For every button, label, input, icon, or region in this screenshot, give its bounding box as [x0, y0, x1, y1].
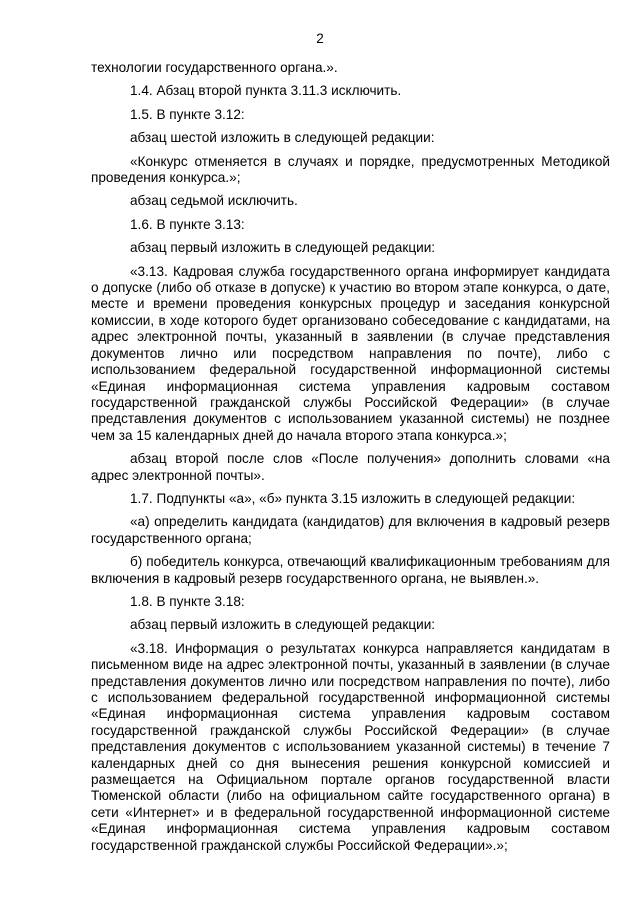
paragraph-instruction: абзац первый изложить в следующей редакции:	[130, 240, 436, 256]
paragraph-instruction: абзац седьмой исключить.	[130, 193, 298, 209]
paragraph-instruction: абзац первый изложить в следующей редакции:	[130, 617, 436, 633]
paragraph-item-1-8: 1.8. В пункте 3.18:	[130, 593, 245, 609]
paragraph-continuation: технологии государственного органа.».	[91, 60, 338, 75]
paragraph-quote: «а) определить кандидата (кандидатов) для включения в кадровый резерв государственного органа;	[91, 514, 610, 546]
paragraph-item-1-6: 1.6. В пункте 3.13:	[130, 216, 245, 232]
paragraph-item-1-4: 1.4. Абзац второй пункта 3.11.3 исключить.	[130, 83, 402, 99]
paragraph-item-1-7: 1.7. Подпункты «а», «б» пункта 3.15 изложить в следующей редакции:	[130, 490, 576, 506]
paragraph-quote: «3.13. Кадровая служба государственного органа информирует кандидата о допуске (либо об отказе в допуске) к участию во втором этапе конкурса, о дате, месте и времени проведения конкурсных процедур и заседания конкурсной комиссии, в ходе которого будет организовано собеседование с кандидатами, на адрес электронной почты, указанный в заявлении (в случае представления документов лично или посредством направления по почте), либо с использованием федеральной государственной информационной системы «Единая информационная система управления кадровым составом государственной гражданской службы Российской Федерации» (в случае представления документов с использованием указанной системы) не позднее чем за 15 календарных дней до начала второго этапа конкурса.»;	[91, 263, 610, 443]
document-body	[91, 60, 610, 861]
paragraph-quote: б) победитель конкурса, отвечающий квалификационным требованиям для включения в кадровый резерв государственного органа, не выявлен.».	[91, 554, 610, 586]
page-number: 2	[316, 31, 324, 46]
paragraph-quote: «Конкурс отменяется в случаях и порядке, предусмотренных Методикой проведения конкурса.»;	[91, 153, 610, 186]
paragraph-instruction: абзац шестой изложить в следующей редакции:	[130, 130, 435, 146]
paragraph-item-1-5: 1.5. В пункте 3.12:	[130, 106, 245, 122]
paragraph-quote: «3.18. Информация о результатах конкурса направляется кандидатам в письменном виде на адрес электронной почты, указанный в заявлении (в случае представления документов лично или посредством направления по почте), либо с использованием федеральной государственной информационной системы «Единая информационная система управления кадровым составом государственной гражданской службы Российской Федерации» (в случае представления документов с использованием указанной системы) в течение 7 календарных дней со дня вынесения решения конкурсной комиссией и размещается на Официальном портале органов государственной власти Тюменской области (либо на официальном сайте государственного органа) в сети «Интернет» и в федеральной государственной информационной системе «Единая информационная система управления кадровым составом государственной гражданской службы Российской Федерации».»;	[91, 640, 610, 853]
paragraph-instruction: абзац второй после слов «После получения» дополнить словами «на адрес электронной почты».	[91, 451, 610, 483]
